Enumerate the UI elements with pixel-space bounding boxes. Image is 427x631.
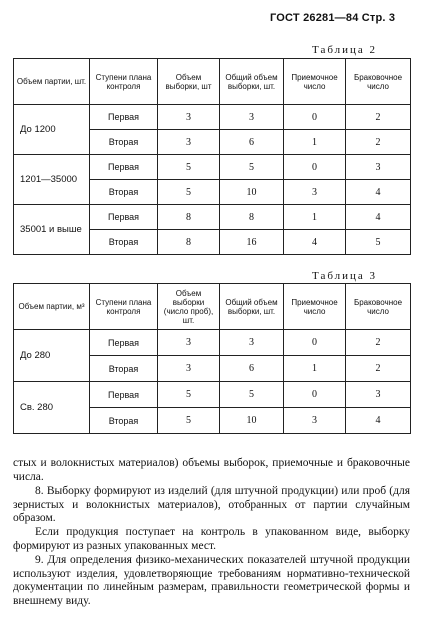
header-cell: Объем партии, шт. bbox=[14, 59, 90, 105]
stage-cell: Первая bbox=[90, 330, 158, 356]
stage-cell: Вторая bbox=[90, 180, 158, 205]
table-row bbox=[14, 330, 411, 356]
value-cell: 10 bbox=[220, 408, 284, 434]
stage-cell: Вторая bbox=[90, 230, 158, 255]
party-size-cell: До 1200 bbox=[14, 105, 90, 155]
value-cell: 5 bbox=[158, 180, 220, 205]
header-cell: Общий объем выборки, шт. bbox=[220, 59, 284, 105]
value-cell: 0 bbox=[284, 382, 346, 408]
stage-cell: Вторая bbox=[90, 408, 158, 434]
stage-cell: Первая bbox=[90, 382, 158, 408]
value-cell: 4 bbox=[346, 408, 411, 434]
value-cell: 2 bbox=[346, 330, 411, 356]
value-cell: 5 bbox=[158, 382, 220, 408]
party-size-cell: 35001 и выше bbox=[14, 205, 90, 255]
paragraph-continuation: стых и волокнистых материалов) объемы выборок, приемочные и браковочные числа. bbox=[13, 457, 410, 483]
value-cell: 2 bbox=[346, 105, 411, 130]
header-cell: Объем партии, м³ bbox=[14, 284, 90, 330]
value-cell: 1 bbox=[284, 205, 346, 230]
table-row bbox=[14, 205, 411, 230]
value-cell: 1 bbox=[284, 130, 346, 155]
header-cell: Ступени плана контроля bbox=[90, 59, 158, 105]
header-cell: Объем выборки (число проб), шт. bbox=[158, 284, 220, 330]
value-cell: 5 bbox=[346, 230, 411, 255]
value-cell: 5 bbox=[158, 155, 220, 180]
header-cell: Общий объем выборки, шт. bbox=[220, 284, 284, 330]
value-cell: 3 bbox=[346, 155, 411, 180]
value-cell: 3 bbox=[284, 408, 346, 434]
value-cell: 5 bbox=[220, 382, 284, 408]
table3 bbox=[13, 283, 411, 434]
paragraph-packed: Если продукция поступает на контроль в упакованном виде, выборку формируют из разных упакованных мест. bbox=[13, 526, 410, 552]
table2 bbox=[13, 58, 411, 255]
value-cell: 0 bbox=[284, 155, 346, 180]
value-cell: 4 bbox=[346, 180, 411, 205]
stage-cell: Вторая bbox=[90, 356, 158, 382]
value-cell: 8 bbox=[158, 230, 220, 255]
value-cell: 1 bbox=[284, 356, 346, 382]
value-cell: 10 bbox=[220, 180, 284, 205]
header-cell: Приемочное число bbox=[284, 59, 346, 105]
value-cell: 3 bbox=[158, 105, 220, 130]
stage-cell: Первая bbox=[90, 155, 158, 180]
value-cell: 4 bbox=[284, 230, 346, 255]
paragraph-8: 8. Выборку формируют из изделий (для штучной продукции) или проб (для зернистых и волокнистых материалов), отобранных от партии случайным образом. bbox=[13, 485, 410, 524]
value-cell: 16 bbox=[220, 230, 284, 255]
value-cell: 3 bbox=[284, 180, 346, 205]
header-cell: Ступени плана контроля bbox=[90, 284, 158, 330]
header-cell: Приемочное число bbox=[284, 284, 346, 330]
value-cell: 2 bbox=[346, 356, 411, 382]
value-cell: 3 bbox=[158, 330, 220, 356]
value-cell: 0 bbox=[284, 105, 346, 130]
party-size-cell: Св. 280 bbox=[14, 382, 90, 434]
table-row bbox=[14, 105, 411, 130]
paragraph-9: 9. Для определения физико-механических показателей штучной продукции используют изделия, удовлетворяющие требованиям нормативно-технической документации по линейным размерам, правильности геометрической формы и внешнему виду. bbox=[13, 554, 410, 607]
header-cell: Объем выборки, шт bbox=[158, 59, 220, 105]
value-cell: 8 bbox=[220, 205, 284, 230]
value-cell: 0 bbox=[284, 330, 346, 356]
party-size-cell: 1201—35000 bbox=[14, 155, 90, 205]
stage-cell: Вторая bbox=[90, 130, 158, 155]
value-cell: 3 bbox=[158, 130, 220, 155]
stage-cell: Первая bbox=[90, 105, 158, 130]
header-cell: Браковочное число bbox=[346, 59, 411, 105]
header-cell: Браковочное число bbox=[346, 284, 411, 330]
value-cell: 3 bbox=[220, 105, 284, 130]
value-cell: 5 bbox=[220, 155, 284, 180]
value-cell: 3 bbox=[220, 330, 284, 356]
value-cell: 5 bbox=[158, 408, 220, 434]
table2-caption: Таблица 2 bbox=[312, 44, 378, 56]
value-cell: 2 bbox=[346, 130, 411, 155]
value-cell: 3 bbox=[158, 356, 220, 382]
value-cell: 3 bbox=[346, 382, 411, 408]
value-cell: 6 bbox=[220, 356, 284, 382]
value-cell: 8 bbox=[158, 205, 220, 230]
table-row bbox=[14, 382, 411, 408]
table-row bbox=[14, 155, 411, 180]
value-cell: 4 bbox=[346, 205, 411, 230]
value-cell: 6 bbox=[220, 130, 284, 155]
table3-caption: Таблица 3 bbox=[312, 270, 378, 282]
party-size-cell: До 280 bbox=[14, 330, 90, 382]
stage-cell: Первая bbox=[90, 205, 158, 230]
page-header: ГОСТ 26281—84 Стр. 3 bbox=[270, 12, 396, 24]
